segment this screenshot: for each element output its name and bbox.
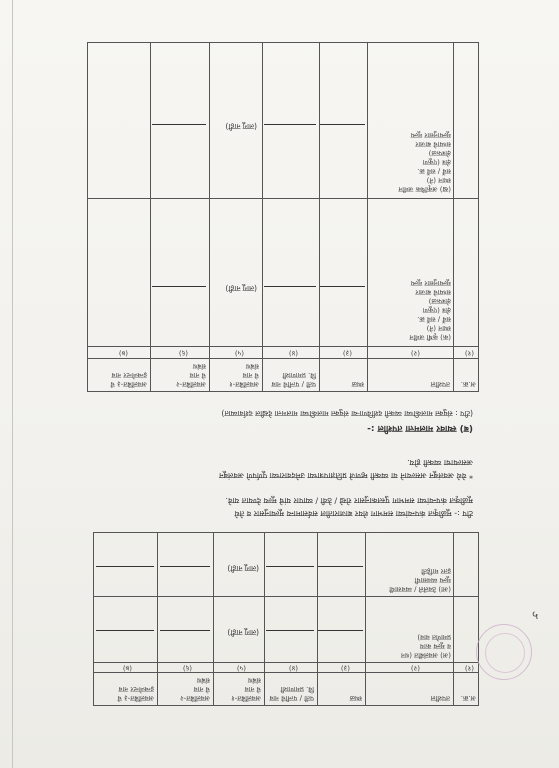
immovable-section-subnote: (टीप : संयुक्त मालकीच्या व्यक्ती दर्शविणाऱ्या संयुक्त मालकीच्या मालमत्ता देखील दर्शवाव्यात) — [221, 409, 473, 418]
col-num-3: (३) — [340, 664, 350, 672]
not-applicable-1: (लागू नाही) — [227, 628, 259, 637]
immovable-section-heading: (ब) स्थावर मालमत्ता तपशील :- — [367, 423, 473, 433]
row-label-1: (अ) अवलंबीत (धन व मूल्य काय प्रमाणेत वाव) — [401, 633, 451, 659]
col-head-5: अवलंबित-१ चे नाव संबंध — [231, 676, 261, 702]
col-head-4: पती / पत्नीचे नाव वि. प्रमाणाशी — [269, 685, 314, 702]
col-num-5: (५) — [236, 664, 246, 672]
col-head-3: स्थळ — [349, 694, 362, 702]
t2-col-num-5: (५) — [234, 349, 244, 357]
t2-col-head-1: अ.क्र. — [460, 380, 476, 388]
col-num-2: (२) — [410, 664, 420, 672]
not-applicable-2: (लागू नाही) — [227, 564, 259, 573]
t2-not-applicable-1: (लागू नाही) — [225, 284, 257, 293]
t2-row-label-2: (ख) अकृषिक जमीन स्थान (ने) सर्वे / सर्वे क्र. क्षेत्र (एकूण क्षेत्रफळ) सध्याचे बाजार मूल्यानुसार मूल्य — [398, 131, 451, 193]
t2-col-head-4: पती / पत्नीचे नाव वि. प्रमाणाशी — [271, 371, 316, 388]
t2-col-num-2: (२) — [410, 349, 420, 357]
t2-col-num-4: (४) — [288, 349, 298, 357]
t2-col-head-5: अवलंबित-१ चे नाव संबंध — [229, 362, 259, 388]
t2-col-head-6: अवलंबित-२ चे नाव संबंध — [176, 362, 206, 388]
col-head-2: तपशील — [430, 694, 450, 702]
col-num-6: (६) — [182, 664, 192, 672]
star-note: * येथे अवलंबून असल्याने या व्यक्ती म्हणजे प्रतिज्ञापत्राच्या उमेदवाराच्या पूर्णपणे अवलंबून असल्याचा व्यक्ती होय. — [219, 458, 473, 480]
row-label-2: (आ) ठेवलेले / व्यवसायी मूल्य व्यवसायी इतर माहिती — [389, 567, 451, 593]
col-num-7: (७) — [122, 664, 132, 672]
margin-mark: ५ — [532, 608, 539, 622]
movable-assets-table — [93, 532, 479, 706]
col-head-1: अ.क्र. — [460, 694, 476, 702]
t2-col-num-3: (३) — [342, 349, 352, 357]
t2-col-num-1: (१) — [464, 349, 474, 357]
col-head-6: अवलंबित-२ चे नाव संबंध — [180, 676, 210, 702]
t2-row-label-1: (क) कृषी जमीन स्थान (ने) सर्वे / सर्वे क्र. क्षेत्र (एकूण क्षेत्रफळ) सध्याचे बाजार मूल्यानुसार मूल्य — [409, 279, 451, 341]
col-num-4: (४) — [288, 664, 298, 672]
t2-col-head-7: अवलंबित-३ चे इन्कमेन्टर नाव — [110, 371, 147, 388]
t2-not-applicable-2: (लागू नाही) — [225, 122, 257, 131]
t2-col-num-7: (७) — [118, 349, 128, 357]
note-text: टीप :- मूळीकृत कंपन्यांच्या समभाग शेयर बाजारातील सर्वसामान्य मूल्यानुसार व तेथे मूळीकृत कंपन्यांच्या समभाग पुस्तकानुसार रोखे / ठेवी / व्यापार यांचे मूल्य देण्यात यावे. — [225, 496, 473, 518]
t2-col-num-6: (६) — [178, 349, 188, 357]
col-head-7: अवलंबित-३ चे इन्कमेन्टर नाव — [117, 685, 154, 702]
office-stamp — [476, 624, 532, 680]
t2-col-head-3: स्थळ — [351, 380, 364, 388]
col-num-1: (१) — [464, 664, 474, 672]
t2-col-head-2: तपशील — [430, 380, 450, 388]
immovable-assets-table — [87, 42, 479, 392]
